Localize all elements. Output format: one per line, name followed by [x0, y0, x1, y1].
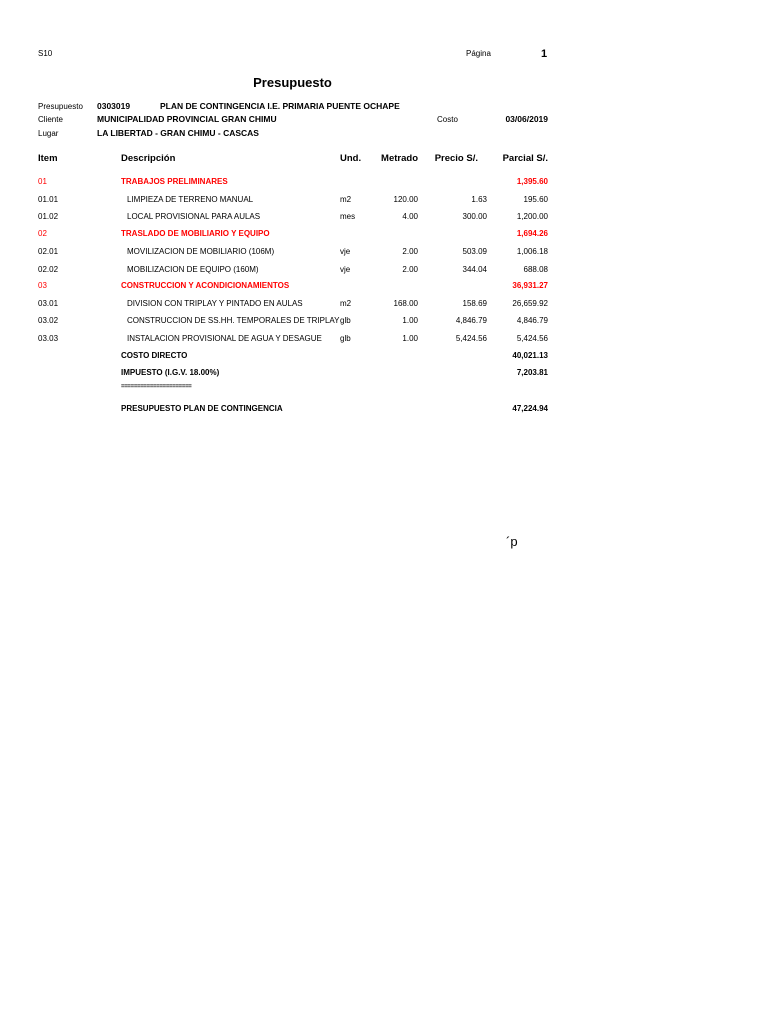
- impuesto-row: [0, 368, 768, 382]
- row-metrado: 1.00: [402, 316, 418, 325]
- table-row: [0, 247, 768, 261]
- row-parcial: 5,424.56: [516, 334, 548, 343]
- presupuesto-name: PLAN DE CONTINGENCIA I.E. PRIMARIA PUENTE OCHAPE: [160, 101, 400, 111]
- presupuesto-total-value: 47,224.94: [512, 404, 548, 413]
- costo-directo-value: 40,021.13: [512, 351, 548, 360]
- row-item: 02.02: [38, 265, 59, 274]
- row-precio: 5,424.56: [455, 334, 487, 343]
- table-row: [0, 299, 768, 313]
- row-desc: TRABAJOS PRELIMINARES: [121, 177, 228, 186]
- row-precio: 4,846.79: [455, 316, 487, 325]
- row-item: 02.01: [38, 247, 59, 256]
- row-desc: MOBILIZACION DE EQUIPO (160M): [127, 265, 259, 274]
- page-title: Presupuesto: [253, 75, 332, 90]
- row-metrado: 168.00: [393, 299, 418, 308]
- table-row: [0, 316, 768, 330]
- presupuesto-code: 0303019: [97, 101, 131, 111]
- row-parcial: 1,395.60: [516, 177, 548, 186]
- row-precio: 503.09: [462, 247, 487, 256]
- row-parcial: 4,846.79: [516, 316, 548, 325]
- row-desc: INSTALACION PROVISIONAL DE AGUA Y DESAGUE: [127, 334, 322, 343]
- table-row: [0, 177, 768, 191]
- document-code: S10: [38, 49, 53, 58]
- row-parcial: 195.60: [523, 195, 548, 204]
- separator-row: [0, 384, 768, 398]
- col-descripcion: Descripción: [121, 153, 176, 164]
- costo-date: 03/06/2019: [505, 114, 548, 124]
- table-row: [0, 265, 768, 279]
- page-label: Página: [466, 49, 491, 58]
- row-item: 01: [38, 177, 47, 186]
- row-precio: 1.63: [471, 195, 487, 204]
- table-row: [0, 334, 768, 348]
- lugar-label: Lugar: [38, 129, 59, 138]
- row-parcial: 36,931.27: [512, 281, 548, 290]
- lugar-value: LA LIBERTAD - GRAN CHIMU - CASCAS: [97, 128, 259, 138]
- col-item: Item: [38, 153, 58, 164]
- row-desc: MOVILIZACION DE MOBILIARIO (106M): [127, 247, 275, 256]
- costo-directo-label: COSTO DIRECTO: [121, 351, 188, 360]
- row-desc: CONSTRUCCION DE SS.HH. TEMPORALES DE TRIPLAY: [127, 316, 340, 325]
- costo-label: Costo: [437, 115, 458, 124]
- row-und: vje: [340, 247, 351, 256]
- cliente-value: MUNICIPALIDAD PROVINCIAL GRAN CHIMU: [97, 114, 277, 124]
- table-row: [0, 229, 768, 243]
- row-precio: 300.00: [462, 212, 487, 221]
- costo-directo-row: [0, 351, 768, 365]
- row-item: 01.02: [38, 212, 59, 221]
- row-parcial: 1,694.26: [516, 229, 548, 238]
- presupuesto-label: Presupuesto: [38, 102, 83, 111]
- row-item: 03: [38, 281, 47, 290]
- row-und: vje: [340, 265, 351, 274]
- row-parcial: 1,006.18: [516, 247, 548, 256]
- separator: ======================: [121, 384, 192, 390]
- row-metrado: 1.00: [402, 334, 418, 343]
- row-desc: LIMPIEZA DE TERRENO MANUAL: [127, 195, 254, 204]
- col-metrado: Metrado: [381, 153, 418, 164]
- col-und: Und.: [340, 153, 362, 164]
- table-row: [0, 195, 768, 209]
- row-metrado: 4.00: [402, 212, 418, 221]
- row-precio: 158.69: [462, 299, 487, 308]
- row-parcial: 688.08: [523, 265, 548, 274]
- row-metrado: 2.00: [402, 247, 418, 256]
- row-item: 02: [38, 229, 47, 238]
- row-und: glb: [340, 334, 351, 343]
- presupuesto-total-row: [0, 404, 768, 418]
- table-row: [0, 281, 768, 295]
- row-desc: DIVISION CON TRIPLAY Y PINTADO EN AULAS: [127, 299, 303, 308]
- row-item: 03.02: [38, 316, 59, 325]
- row-desc: TRASLADO DE MOBILIARIO Y EQUIPO: [121, 229, 270, 238]
- row-item: 03.01: [38, 299, 59, 308]
- row-und: m2: [340, 299, 352, 308]
- impuesto-value: 7,203.81: [516, 368, 548, 377]
- row-und: mes: [340, 212, 356, 221]
- presupuesto-total-label: PRESUPUESTO PLAN DE CONTINGENCIA: [121, 404, 283, 413]
- row-precio: 344.04: [462, 265, 487, 274]
- page-number: 1: [541, 48, 548, 60]
- row-item: 03.03: [38, 334, 59, 343]
- col-precio: Precio S/.: [434, 153, 478, 164]
- row-parcial: 26,659.92: [512, 299, 548, 308]
- row-desc: CONSTRUCCION Y ACONDICIONAMIENTOS: [121, 281, 290, 290]
- cliente-label: Cliente: [38, 115, 63, 124]
- row-desc: LOCAL PROVISIONAL PARA AULAS: [127, 212, 261, 221]
- stray-mark: ´p: [506, 534, 518, 549]
- row-metrado: 120.00: [393, 195, 418, 204]
- impuesto-label: IMPUESTO (I.G.V. 18.00%): [121, 368, 220, 377]
- row-item: 01.01: [38, 195, 59, 204]
- row-metrado: 2.00: [402, 265, 418, 274]
- col-parcial: Parcial S/.: [502, 153, 548, 164]
- row-parcial: 1,200.00: [516, 212, 548, 221]
- row-und: m2: [340, 195, 352, 204]
- table-row: [0, 212, 768, 226]
- row-und: glb: [340, 316, 351, 325]
